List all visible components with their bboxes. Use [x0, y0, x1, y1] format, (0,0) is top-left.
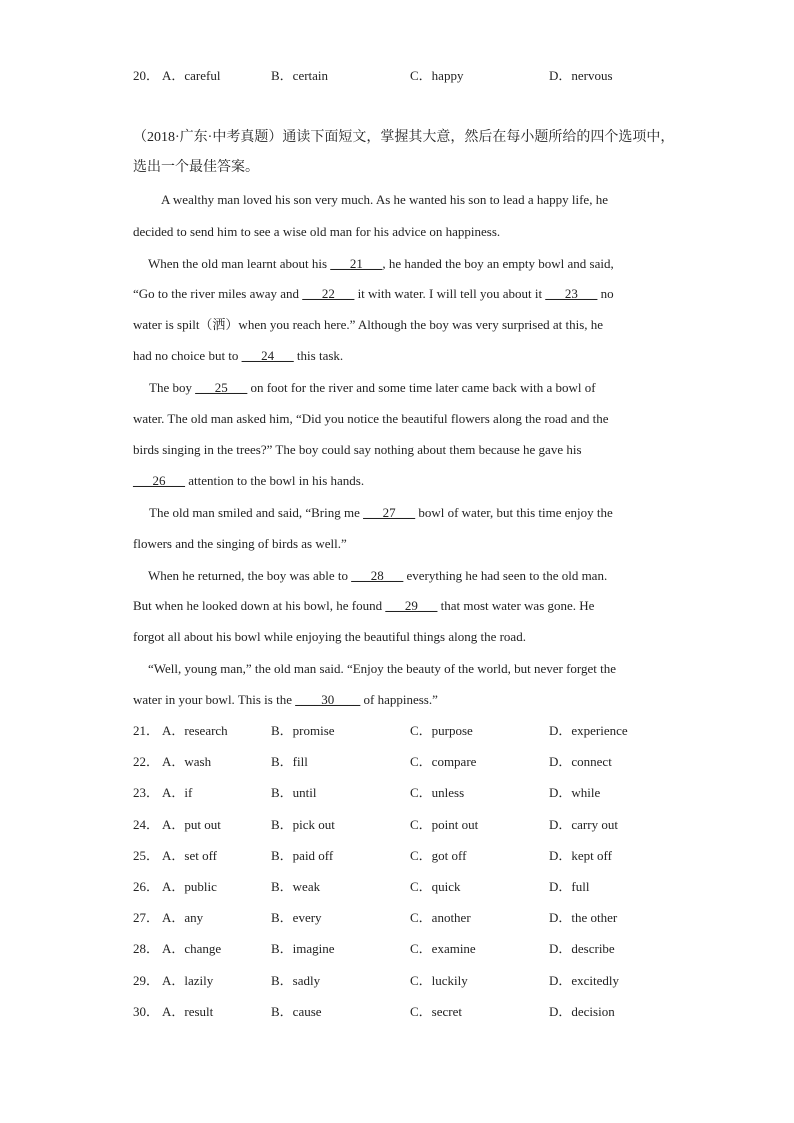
blank-25: ___25___: [195, 380, 248, 395]
option-a: A．careful: [162, 68, 221, 83]
question-27-options: [0, 908, 794, 928]
passage-line: water is spilt（洒）when you reach here.” Although the boy was very surprised at this, he: [133, 317, 604, 332]
option-c: C．happy: [410, 68, 464, 83]
question-21-options: [0, 721, 794, 741]
blank-26: ___26___: [133, 473, 185, 488]
option-d: D．decision: [549, 1004, 615, 1019]
question-25-options: [0, 846, 794, 866]
option-b: B．pick out: [271, 817, 335, 832]
option-a: A．public: [162, 879, 217, 894]
option-d: D．nervous: [549, 68, 613, 83]
option-b: B．cause: [271, 1004, 322, 1019]
option-d: D．connect: [549, 754, 612, 769]
option-d: D．describe: [549, 941, 615, 956]
passage-line: A wealthy man loved his son very much. As he wanted his son to lead a happy life, he: [161, 192, 608, 207]
passage-line: flowers and the singing of birds as well.”: [133, 536, 347, 551]
question-23-options: [0, 783, 794, 803]
question-number: 24．: [133, 817, 160, 832]
option-b: B．weak: [271, 879, 321, 894]
option-d: D．while: [549, 785, 601, 800]
question-20-options: [0, 66, 794, 86]
option-c: C．unless: [410, 785, 465, 800]
question-number: 26．: [133, 879, 160, 894]
blank-29: ___29___: [385, 598, 438, 613]
option-a: A．wash: [162, 754, 212, 769]
blank-27: ___27___: [363, 505, 416, 520]
option-c: C．got off: [410, 848, 467, 863]
option-c: C．examine: [410, 941, 476, 956]
blank-24: ___24___: [241, 348, 294, 363]
option-a: A．put out: [162, 817, 221, 832]
option-b: B．sadly: [271, 973, 321, 988]
option-b: B．certain: [271, 68, 329, 83]
option-d: D．full: [549, 879, 590, 894]
passage-line: birds singing in the trees?” The boy could say nothing about them because he gave his: [133, 442, 582, 457]
option-d: D．carry out: [549, 817, 618, 832]
blank-23: ___23___: [545, 286, 598, 301]
passage-line: decided to send him to see a wise old man for his advice on happiness.: [133, 224, 501, 239]
passage-line: But when he looked down at his bowl, he found ___29___ that most water was gone. He: [133, 598, 595, 613]
question-28-options: [0, 939, 794, 959]
option-a: A．result: [162, 1004, 214, 1019]
option-b: B．every: [271, 910, 322, 925]
question-24-options: [0, 815, 794, 835]
question-number: 27．: [133, 910, 160, 925]
blank-21: ___21___: [330, 256, 383, 271]
question-number: 22．: [133, 754, 160, 769]
option-c: C．point out: [410, 817, 479, 832]
option-a: A．lazily: [162, 973, 214, 988]
option-a: A．change: [162, 941, 222, 956]
question-30-options: [0, 1002, 794, 1022]
question-number: 23．: [133, 785, 160, 800]
question-number: 28．: [133, 941, 160, 956]
passage-line: “Well, young man,” the old man said. “Enjoy the beauty of the world, but never forget the: [148, 661, 617, 676]
option-a: A．any: [162, 910, 204, 925]
option-d: D．the other: [549, 910, 618, 925]
option-c: C．compare: [410, 754, 477, 769]
option-b: B．imagine: [271, 941, 335, 956]
question-22-options: [0, 752, 794, 772]
option-a: A．research: [162, 723, 228, 738]
blank-30: ____30____: [295, 692, 361, 707]
option-c: C．secret: [410, 1004, 462, 1019]
passage-line: The boy ___25___ on foot for the river and some time later came back with a bowl of: [149, 380, 596, 395]
passage-line: forgot all about his bowl while enjoying the beautiful things along the road.: [133, 629, 526, 644]
blank-28: ___28___: [351, 568, 404, 583]
option-c: C．quick: [410, 879, 461, 894]
option-d: D．experience: [549, 723, 628, 738]
option-a: A．if: [162, 785, 193, 800]
question-number: 30．: [133, 1004, 160, 1019]
passage-line: When he returned, the boy was able to ___28___ everything he had seen to the old man.: [148, 568, 608, 583]
blank-22: ___22___: [302, 286, 355, 301]
option-b: B．paid off: [271, 848, 334, 863]
option-b: B．fill: [271, 754, 308, 769]
question-29-options: [0, 971, 794, 991]
option-c: C．purpose: [410, 723, 473, 738]
option-d: D．kept off: [549, 848, 612, 863]
option-c: C．luckily: [410, 973, 468, 988]
question-number: 21．: [133, 723, 160, 738]
instructions-line-1: （2018·广东·中考真题）通读下面短文，掌握其大意，然后在每小题所给的四个选项中，: [133, 130, 675, 145]
option-c: C．another: [410, 910, 471, 925]
option-b: B．promise: [271, 723, 335, 738]
passage-line: When the old man learnt about his ___21___, he handed the boy an empty bowl and said,: [148, 256, 614, 271]
passage-line: water in your bowl. This is the ____30____ of happiness.”: [133, 692, 438, 707]
option-b: B．until: [271, 785, 317, 800]
passage-line: ___26___ attention to the bowl in his hands.: [133, 473, 365, 488]
question-number: 29．: [133, 973, 160, 988]
question-number: 20．: [133, 68, 160, 83]
instructions-line-2: 选出一个最佳答案。: [133, 160, 259, 175]
passage-line: water. The old man asked him, “Did you notice the beautiful flowers along the road and the: [133, 411, 609, 426]
passage-line: The old man smiled and said, “Bring me ___27___ bowl of water, but this time enjoy the: [149, 505, 613, 520]
question-number: 25．: [133, 848, 160, 863]
question-26-options: [0, 877, 794, 897]
option-a: A．set off: [162, 848, 218, 863]
passage-line: “Go to the river miles away and ___22___ it with water. I will tell you about it ___23___ no: [133, 286, 614, 301]
passage-line: had no choice but to ___24___ this task.: [133, 348, 344, 363]
option-d: D．excitedly: [549, 973, 620, 988]
